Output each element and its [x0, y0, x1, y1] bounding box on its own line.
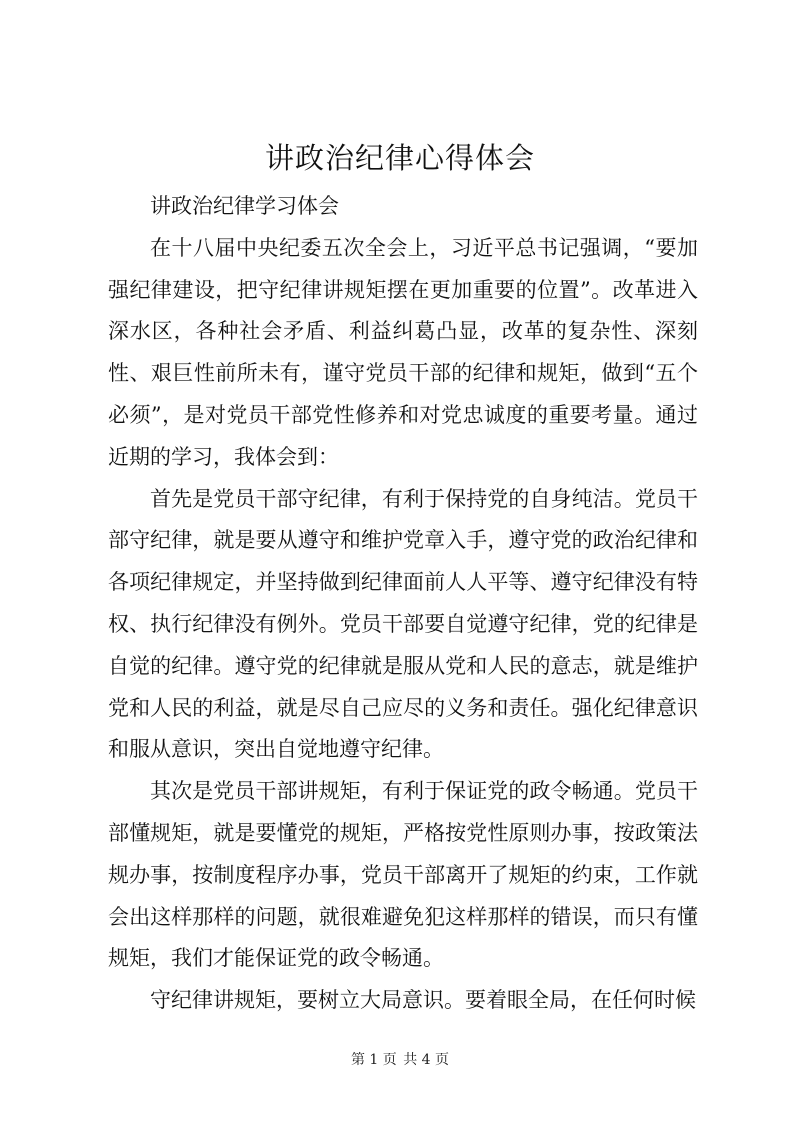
document-body	[108, 186, 698, 1022]
paragraph-second-point: 其次是党员干部讲规矩，有利于保证党的政令畅通。党员干部懂规矩，就是要懂党的规矩，严格按党性原则办事，按政策法规办事，按制度程序办事，党员干部离开了规矩的约束，工作就会出这样那样的问题，就很难避免犯这样那样的错误，而只有懂规矩，我们才能保证党的政令畅通。	[108, 779, 698, 971]
page-total: 共 4 页	[403, 1052, 450, 1068]
paragraph-subtitle: 讲政治纪律学习体会	[150, 194, 339, 218]
paragraph-first-point: 首先是党员干部守纪律，有利于保持党的自身纯洁。党员干部守纪律，就是要从遵守和维护党章入手，遵守党的政治纪律和各项纪律规定，并坚持做到纪律面前人人平等、遵守纪律没有特权、执行纪律没有例外。党员干部要自觉遵守纪律，党的纪律是自觉的纪律。遵守党的纪律就是服从党和人民的意志，就是维护党和人民的利益，就是尽自己应尽的义务和责任。强化纪律意识和服从意识，突出自觉地遵守纪律。	[108, 486, 698, 762]
page-footer	[0, 1050, 800, 1070]
page-number: 第 1 页	[350, 1052, 397, 1068]
paragraph-intro: 在十八届中央纪委五次全会上，习近平总书记强调，“要加强纪律建设，把守纪律讲规矩摆在更加重要的位置”。改革进入深水区，各种社会矛盾、利益纠葛凸显，改革的复杂性、深刻性、艰巨性前所未有，谨守党员干部的纪律和规矩，做到“五个必须”，是对党员干部党性修养和对党忠诚度的重要考量。通过近期的学习，我体会到：	[108, 235, 698, 469]
document-title: 讲政治纪律心得体会	[264, 141, 535, 175]
paragraph-third-point: 守纪律讲规矩，要树立大局意识。要着眼全局，在任何时候	[150, 988, 696, 1013]
